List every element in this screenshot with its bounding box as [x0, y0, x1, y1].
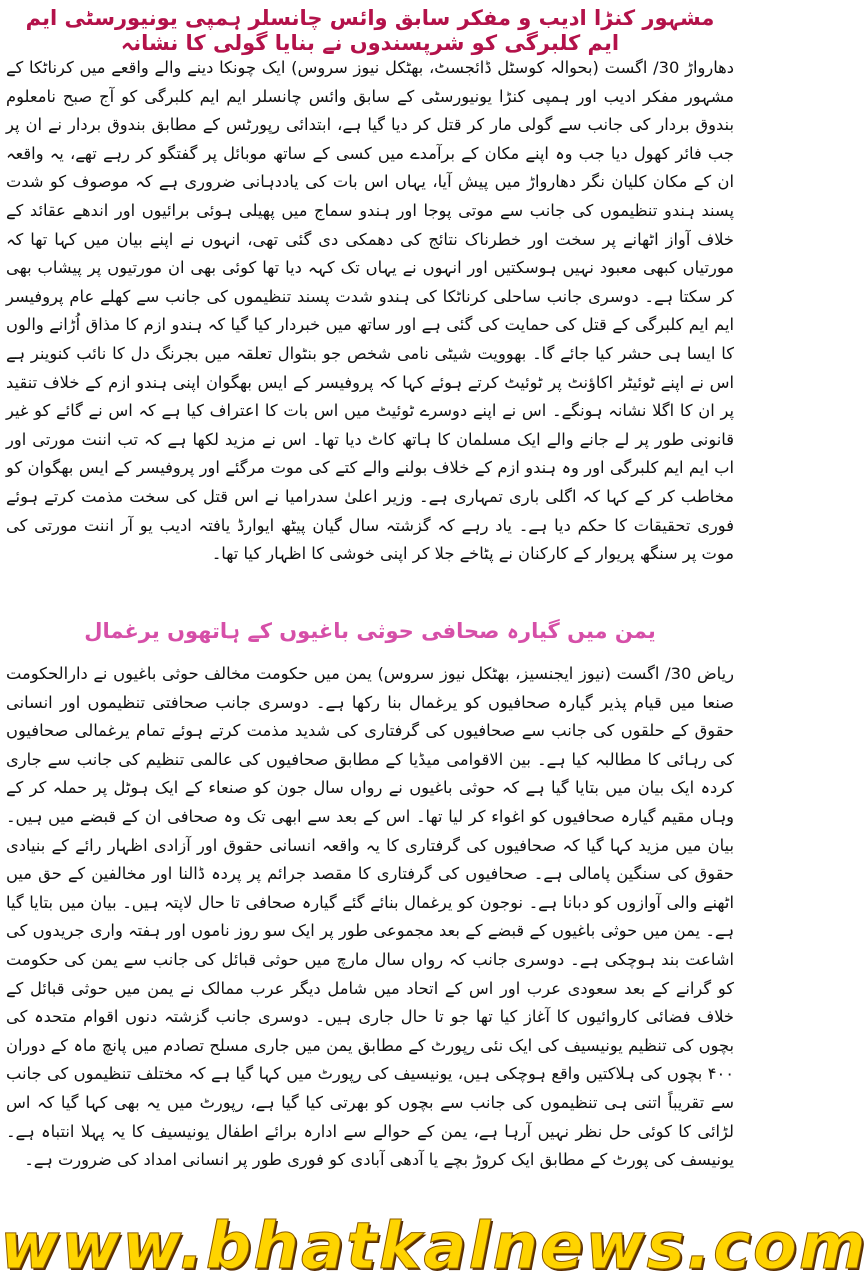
story1-headline: مشہور کنڑا ادیب و مفکر سابق وائس چانسلر ہمپی یونیورسٹی ایم ایم کلبرگی کو شرپسندوں نے بنایا گولی کا نشانہ	[25, 6, 715, 56]
story2-headline: یمن میں گیارہ صحافی حوثی باغیوں کے ہاتھوں یرغمال	[84, 619, 656, 643]
story2-body: ریاض 30/ اگست (نیوز ایجنسیز، بھٹکل نیوز سروس) یمن میں حکومت مخالف حوثی باغیوں نے دارالحکومت صنعا میں قیام پذیر گیارہ صحافیوں کو یرغمال بنا رکھا ہے۔ دوسری جانب صحافتی تنظیموں اور انسانی حقوق کے حلقوں کی جانب سے صحافیوں کی گرفتاری کی شدید مذمت کرتے ہوئے تمام یرغمالی صحافیوں کی رہائی کا مطالبہ کیا ہے۔ بین الاقوامی میڈیا کے مطابق صحافیوں کی عالمی تنظیم کی جانب سے جاری کردہ ایک بیان میں بتایا گیا ہے کہ حوثی باغیوں نے رواں سال جون کو صنعاء کے ایک ہوٹل پر حملہ کر کے وہاں مقیم گیارہ صحافیوں کو اغواء کر لیا تھا۔ اس کے بعد سے ابھی تک وہ صحافی ان کے قبضے میں ہیں۔ بیان میں مزید کہا گیا کہ صحافیوں کی گرفتاری کا یہ واقعہ انسانی حقوق اور آزادی اظہار رائے کے بنیادی حقوق کی سنگین پامالی ہے۔ صحافیوں کی گرفتاری کا مقصد جرائم پر پردہ ڈالنا اور مخالفین کے حق میں اٹھنے والی آوازوں کو دبانا ہے۔ نوجون کو یرغمال بنائے گئے گیارہ صحافی تا حال لاپتہ ہیں۔ بیان میں بتایا گیا ہے۔ یمن میں حوثی باغیوں کے قبضے کے بعد مجموعی طور پر ایک سو روز ناموں اور ہفتہ واری جریدوں کی اشاعت بند ہوچکی ہے۔ دوسری جانب کہ رواں سال مارچ میں حوثی قبائل کی جانب سے یمن کی حکومت کو گرانے کے بعد سعودی عرب اور اس کے اتحاد میں شامل دیگر عرب ممالک نے یمن میں حوثی قبائل کے خلاف فضائی کاروائیوں کا آغاز کیا تھا جو تا حال جاری ہیں۔ دوسری جانب گزشتہ دنوں اقوام متحدہ کی بچوں کی تنظیم یونیسیف کی ایک نئی رپورٹ کے مطابق یمن میں جاری مسلح تصادم میں پانچ ماہ کے دوران ۴۰۰ بچوں کی ہلاکتیں واقع ہوچکی ہیں، یونیسیف کی رپورٹ میں کہا گیا ہے کہ مختلف تنظیموں کی جانب سے تقریباً اتنی ہی تنظیموں کی جانب سے بچوں کو بھرتی کیا گیا ہے، رپورٹ میں یہ بھی کہا گیا کہ اس لڑائی کا کوئی حل نظر نہیں آرہا ہے، یمن کے حوالے سے ادارہ برائے اطفال یونیسیف کا یہ پہلا انتباہ ہے۔ یونیسف کی پورٹ کے مطابق ایک کروڑ بچے یا آدھی آبادی کو فوری طور پر انسانی امداد کی ضرورت ہے۔	[6, 664, 735, 1170]
story1-body: دھارواڑ 30/ اگست (بحوالہ کوسٹل ڈائجسٹ، بھٹکل نیوز سروس) ایک چونکا دینے والے واقعے میں کرناٹکا کے مشہور مفکر ادیب اور ہمپی کنڑا یونیورسٹی کے سابق وائس چانسلر ایم ایم کلبرگی کو آج صبح نامعلوم بندوق بردار کی جانب سے گولی مار کر قتل کر دیا گیا ہے، ابتدائی رپورٹس کے مطابق بندوق بردار نے ان پر جب فائر کھول دیا جب وہ اپنے مکان کے برآمدے میں کسی کے ساتھ موبائل پر گفتگو کر رہے تھے، یہ واقعہ ان کے مکان کلیان نگر دھارواڑ میں پیش آیا، یہاں اس بات کی یاددہانی ضروری ہے کہ موصوف کو شدت پسند ہندو تنظیموں کی جانب سے موتی پوجا اور ہندو سماج میں پھیلی ہوئی برائیوں اور اندھے عقائد کے خلاف آواز اٹھانے پر سخت اور خطرناک نتائج کی دھمکی دی گئی تھی، انہوں نے اپنے بیان میں کہا تھا کہ مورتیاں کبھی معبود نہیں ہوسکتیں اور انہوں نے یہاں تک کہہ دیا تھا کوئی بھی ان مورتیوں پر پیشاب بھی کر سکتا ہے۔ دوسری جانب ساحلی کرناٹکا کی ہندو شدت پسند تنظیموں کی جانب سے کھلے عام پروفیسر ایم ایم کلبرگی کے قتل کی حمایت کی گئی ہے اور ساتھ میں خبردار کیا گیا کہ ہندو ازم کا مذاق اُڑانے والوں کا ایسا ہی حشر کیا جائے گا۔ بھوویت شیٹی نامی شخص جو بنٹوال تعلقہ میں بجرنگ دل کا نائب کنوینر ہے اس نے اپنے ٹوئیٹر اکاؤنٹ پر ٹوئیٹ کرتے ہوئے کہا کہ پروفیسر کے ایس بھگوان اپنی ہندو ازم کے خلاف تنقید پر ان کا اگلا نشانہ ہونگے۔ اس نے اپنے دوسرے ٹوئیٹ میں اس بات کا اعتراف کیا ہے کہ اس نے گائے کو غیر قانونی طور پر لے جانے والے ایک مسلمان کا ہاتھ کاٹ دیا تھا۔ اس نے مزید لکھا ہے کہ تب اننت مورتی اور اب ایم ایم کلبرگی اور وہ ہندو ازم کے خلاف بولنے والے کتے کی موت مرگئے اور پروفیسر کے ایس بھگوان کو مخاطب کر کے کہا کہ اگلی باری تمہاری ہے۔ وزیر اعلیٰ سدرامیا نے اس قتل کی سخت مذمت کرتے ہوئے فوری تحقیقات کا حکم دیا ہے۔ یاد رہے کہ گزشتہ سال گیان پیٹھ ایوارڈ یافتہ ادیب یو آر اننت مورتی کی موت پر سنگھ پریوار کے کارکنان نے پٹاخے جلا کر اپنی خوشی کا اظہار کیا تھا۔	[6, 58, 734, 564]
site-watermark: www.bhatkalnews.com	[0, 1210, 868, 1284]
